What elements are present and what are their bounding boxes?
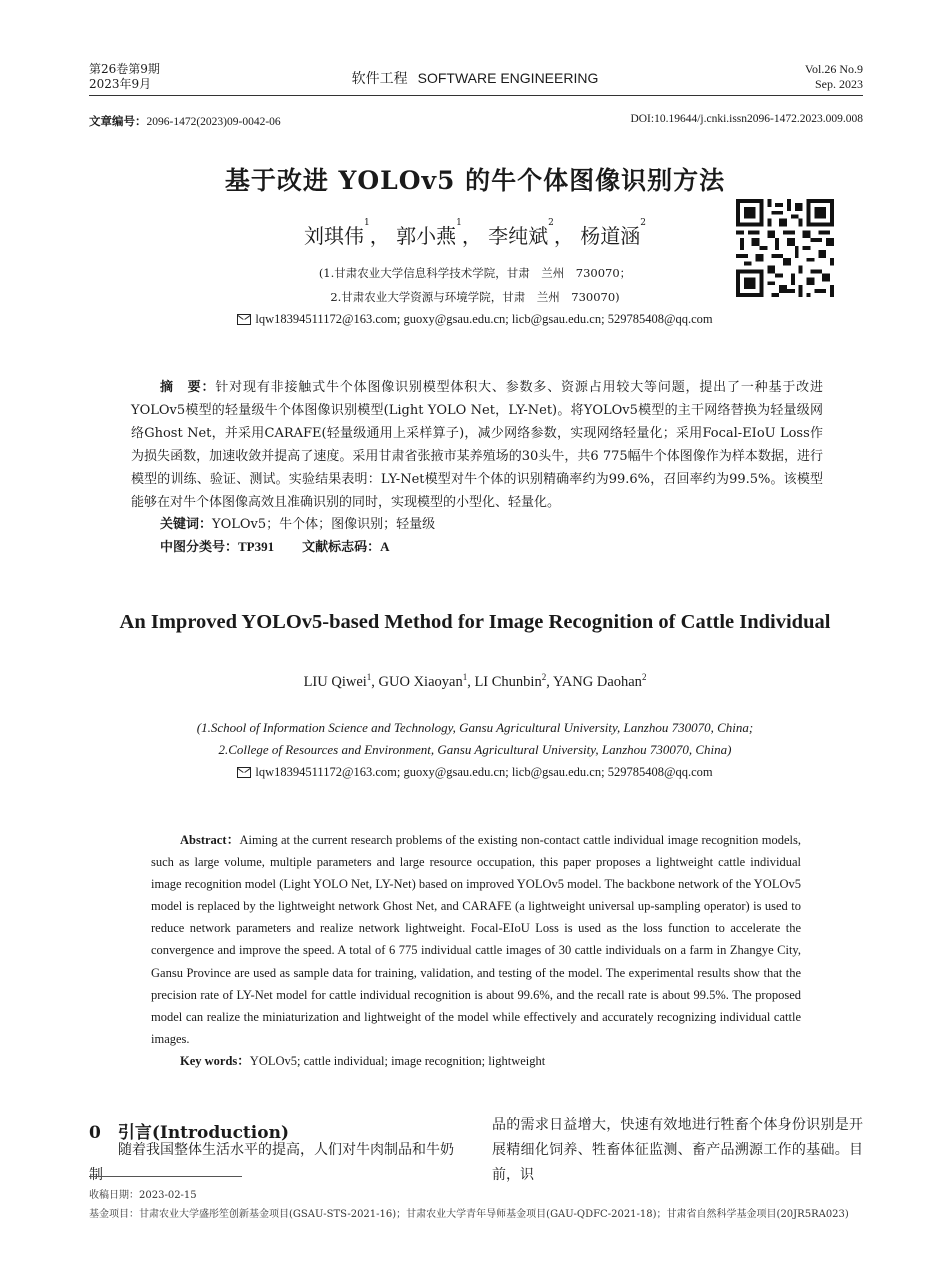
- header-rule: [89, 95, 863, 96]
- author-en: LI Chunbin$^2$,: [474, 672, 553, 690]
- affiliation-cn-1: (1.甘肃农业大学信息科学技术学院，甘肃 兰州 730070；: [318, 266, 632, 280]
- clc-value: TP391: [238, 539, 275, 554]
- body-column-left: 随着我国整体生活水平的提高，人们对牛肉制品和牛奶制: [89, 1142, 454, 1183]
- keywords-cn-text: YOLOv5；牛个体；图像识别；轻量级: [212, 517, 436, 532]
- title-en: An Improved YOLOv5-based Method for Image Recognition of Cattle Individual: [119, 611, 831, 633]
- author-cn: 杨道涵$^2$: [580, 218, 646, 248]
- classification: [160, 536, 390, 555]
- keywords-cn-label: 关键词：: [160, 517, 213, 532]
- abstract-en-text: Aiming at the current research problems of the existing non-contact cattle individual image recognition models, such as large volume, multiple parameters and large resource occupation, this paper proposes a lightweight cattle individual image recognition model (Light YOLO Net, LY-Net) based on improved YOLOv5 model. The backbone network of the YOLOv5 model is replaced by the lightweight network Ghost Net, and CARAFE (a lightweight universal up-sampling operator) is used to reduce network parameters and realize network lightweight. Focal-EIoU Loss is used as the loss function to accelerate the convergence and improve the speed. A total of 6 775 individual cattle images of 30 cattle individuals on a farm in Zhangye City, Gansu Province are used as sample data for training, validation, and testing of the model. The experimental results show that the precision rate of LY-Net model for cattle individual recognition is about 99.6%, and the recall rate is about 99.5%. The proposed model can realize the miniaturization and lightweight of the model while effectively and accurately recognizing individual cattle images.: [151, 833, 801, 1046]
- section-heading-introduction: 0 引言(Introduction): [89, 1123, 289, 1143]
- authors-en: [0, 674, 950, 691]
- author-cn: 郭小燕$^1$，: [396, 218, 482, 248]
- author-en: YANG Daohan$^2$: [552, 672, 647, 690]
- body-column-right: 品的需求日益增大，快速有效地进行牲畜个体身份识别是开展精细化饲养、牲畜体征监测、畜产品溯源工作的基础。目前，识: [492, 1117, 863, 1183]
- affiliation-en-1: (1.School of Information Science and Technology, Gansu Agricultural University, Lanzhou 730070, China;: [196, 720, 754, 735]
- clc-label: 中图分类号：: [160, 540, 239, 555]
- email-line-en: [0, 765, 950, 780]
- journal-name-en: SOFTWARE ENGINEERING: [417, 70, 599, 86]
- doc-code-label: 文献标志码：: [302, 540, 381, 555]
- footnote-received-date: 收稿日期：2023-02-15: [89, 1190, 197, 1201]
- keywords-cn: [160, 513, 435, 532]
- footnote-funding: 基金项目：甘肃农业大学盛彤笙创新基金项目(GSAU-STS-2021-16)；甘肃农业大学青年导师基金项目(GAU-QDFC-2021-18)；甘肃省自然科学基金项目(20JR5RA023): [89, 1209, 849, 1220]
- header-volume-cn: 第26卷第9期: [89, 62, 160, 76]
- keywords-en: [180, 1051, 545, 1069]
- abstract-en-label: Abstract：: [180, 833, 240, 847]
- abstract-en: [151, 829, 801, 1050]
- article-number: [89, 113, 281, 129]
- qr-code-icon: [736, 199, 834, 297]
- title-cn: 基于改进 YOLOv5 的牛个体图像识别方法: [224, 166, 726, 195]
- footnote-rule: [89, 1176, 242, 1177]
- author-en: GUO Xiaoyan$^1$,: [378, 672, 475, 690]
- affiliation-en-2: 2.College of Resources and Environment, Gansu Agricultural University, Lanzhou 730070, China): [218, 742, 732, 757]
- email-addresses[interactable]: lqw18394511172@163.com; guoxy@gsau.edu.cn; licb@gsau.edu.cn; 529785408@qq.com: [255, 312, 713, 326]
- email-line-cn: [0, 312, 950, 327]
- abstract-cn: [131, 376, 823, 514]
- mail-icon: [237, 314, 251, 325]
- header-date-cn: 2023年9月: [89, 77, 152, 91]
- doi[interactable]: DOI:10.19644/j.cnki.issn2096-1472.2023.009.008: [630, 113, 863, 125]
- article-number-value: 2096-1472(2023)09-0042-06: [146, 116, 281, 128]
- journal-name-cn: 软件工程: [351, 71, 408, 87]
- header-date-en: Sep. 2023: [815, 77, 863, 91]
- affiliation-cn-2: 2.甘肃农业大学资源与环境学院，甘肃 兰州 730070): [330, 290, 620, 304]
- abstract-cn-text: 针对现有非接触式牛个体图像识别模型体积大、参数多、资源占用较大等问题，提出了一种基于改进YOLOv5模型的轻量级牛个体图像识别模型(Light YOLO Net，LY-Net)。将YOLOv5模型的主干网络替换为轻量级网络Ghost Net，并采用CARAFE(轻量级通用上采样算子)，减少网络参数，实现网络轻量化；采用Focal-EIoU Loss作为损失函数，加速收敛并提高了速度。采用甘肃省张掖市某养殖场的30头牛，共6 775幅牛个体图像作为样本数据，进行模型的训练、验证、测试。实验结果表明：LY-Net模型对牛个体的识别精确率约为99.6%，召回率约为99.5%。该模型能够在对牛个体图像高效且准确识别的同时，实现模型的小型化、轻量化。: [131, 380, 823, 510]
- mail-icon: [237, 767, 251, 778]
- author-cn: 李纯斌$^2$，: [488, 218, 574, 248]
- header-issue-en: [805, 62, 863, 92]
- article-number-label: 文章编号：: [89, 116, 147, 128]
- keywords-en-label: Key words：: [180, 1054, 250, 1068]
- header-volume-en: Vol.26 No.9: [804, 62, 863, 76]
- author-cn: 刘琪伟$^1$，: [303, 218, 390, 248]
- abstract-cn-label: 摘 要：: [160, 380, 216, 395]
- author-en: LIU Qiwei$^1$,: [303, 672, 379, 690]
- keywords-en-text: YOLOv5; cattle individual; image recognition; lightweight: [249, 1054, 546, 1068]
- article-meta: [89, 113, 863, 129]
- email-addresses-en[interactable]: lqw18394511172@163.com; guoxy@gsau.edu.cn; licb@gsau.edu.cn; 529785408@qq.com: [255, 765, 713, 779]
- doc-code-value: A: [380, 539, 390, 554]
